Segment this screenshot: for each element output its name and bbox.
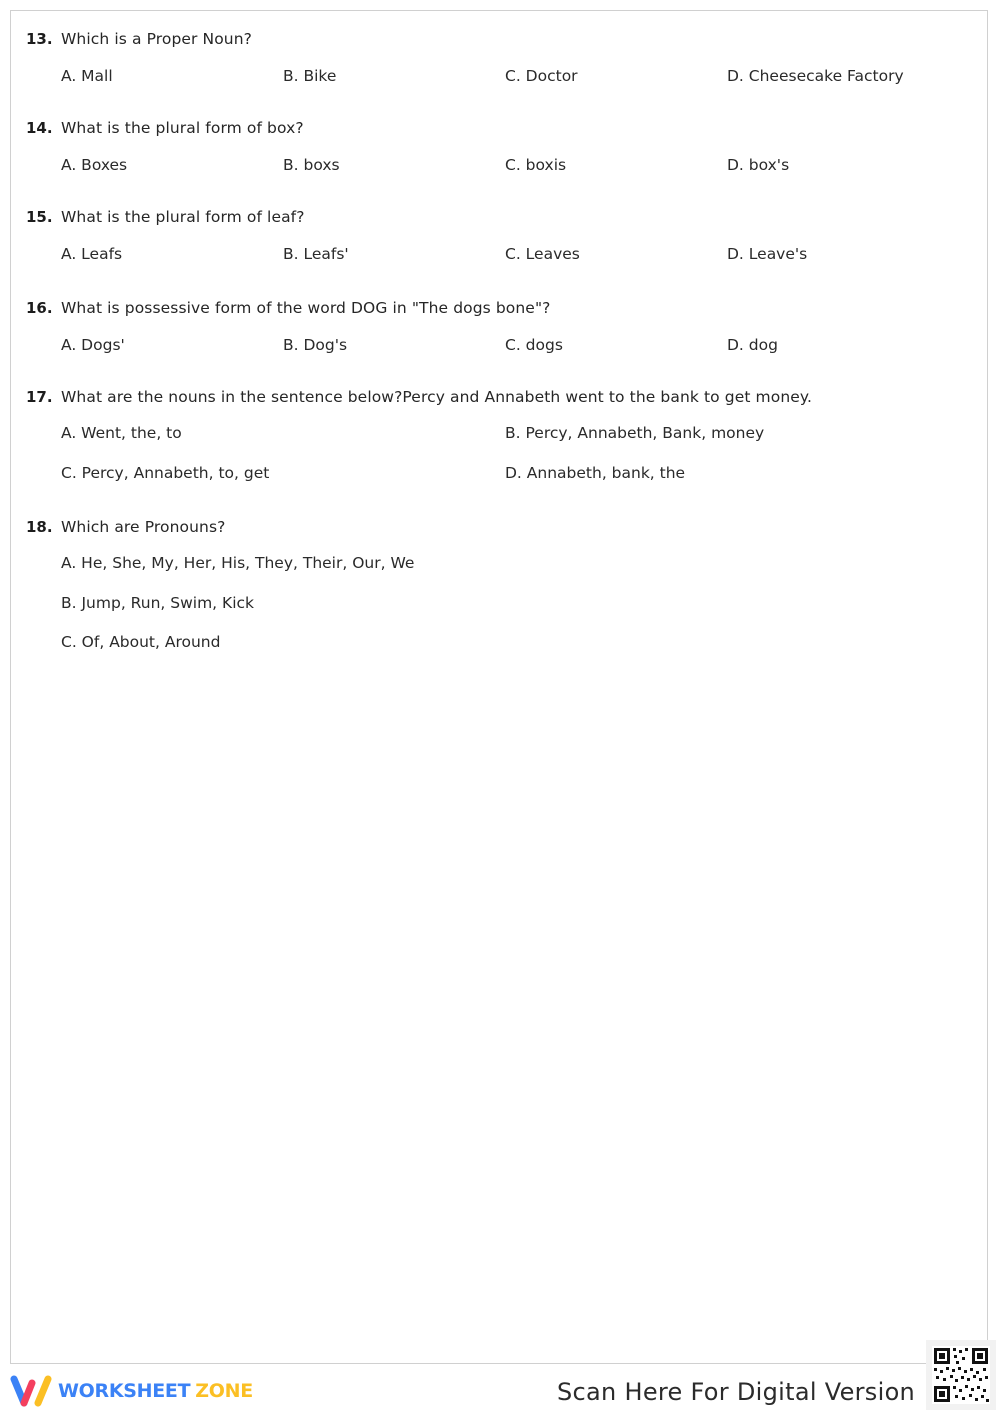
question-number: 17. [26,388,53,406]
logo-w-icon [10,1375,52,1407]
option-b[interactable]: B. Percy, Annabeth, Bank, money [505,424,765,442]
option-b[interactable]: B. Bike [283,67,337,85]
qr-code[interactable] [926,1340,996,1410]
question-number: 16. [26,299,53,317]
option-d[interactable]: D. box's [727,156,790,174]
option-c[interactable]: C. Doctor [505,67,578,85]
question-15 [26,208,976,262]
brand-worksheet: WORKSHEET [58,1380,191,1402]
question-17 [26,388,976,492]
option-d[interactable]: D. Annabeth, bank, the [505,464,686,482]
option-a[interactable]: A. Dogs' [61,336,125,354]
question-13 [26,30,976,84]
question-16 [26,299,976,353]
option-b[interactable]: B. Leafs' [283,245,349,263]
question-text: What is the plural form of leaf? [61,208,305,226]
scan-caption: Scan Here For Digital Version [557,1378,916,1406]
question-text: What is possessive form of the word DOG in "The dogs bone"? [61,299,551,317]
option-b[interactable]: B. boxs [283,156,340,174]
option-c[interactable]: C. boxis [505,156,567,174]
option-c[interactable]: C. Leaves [505,245,580,263]
question-text: What is the plural form of box? [61,119,304,137]
brand-zone: ZONE [195,1380,253,1402]
question-18 [26,518,976,662]
question-number: 13. [26,30,53,48]
option-a[interactable]: A. He, She, My, Her, His, They, Their, Our, We [61,554,415,572]
question-text: Which is a Proper Noun? [61,30,252,48]
option-b[interactable]: B. Dog's [283,336,348,354]
option-c[interactable]: C. dogs [505,336,563,354]
option-d[interactable]: D. Cheesecake Factory [727,67,904,85]
option-a[interactable]: A. Mall [61,67,113,85]
option-c[interactable]: C. Percy, Annabeth, to, get [61,464,270,482]
question-number: 14. [26,119,53,137]
option-d[interactable]: D. Leave's [727,245,808,263]
worksheet-zone-logo[interactable] [10,1375,253,1407]
question-text: What are the nouns in the sentence below?Percy and Annabeth went to the bank to get money. [61,388,812,406]
qr-code-icon [926,1340,996,1410]
option-a[interactable]: A. Went, the, to [61,424,182,442]
option-a[interactable]: A. Boxes [61,156,128,174]
option-a[interactable]: A. Leafs [61,245,123,263]
question-number: 18. [26,518,53,536]
option-d[interactable]: D. dog [727,336,778,354]
question-14 [26,119,976,173]
option-c[interactable]: C. Of, About, Around [61,633,221,651]
option-b[interactable]: B. Jump, Run, Swim, Kick [61,594,254,612]
question-number: 15. [26,208,53,226]
question-text: Which are Pronouns? [61,518,226,536]
